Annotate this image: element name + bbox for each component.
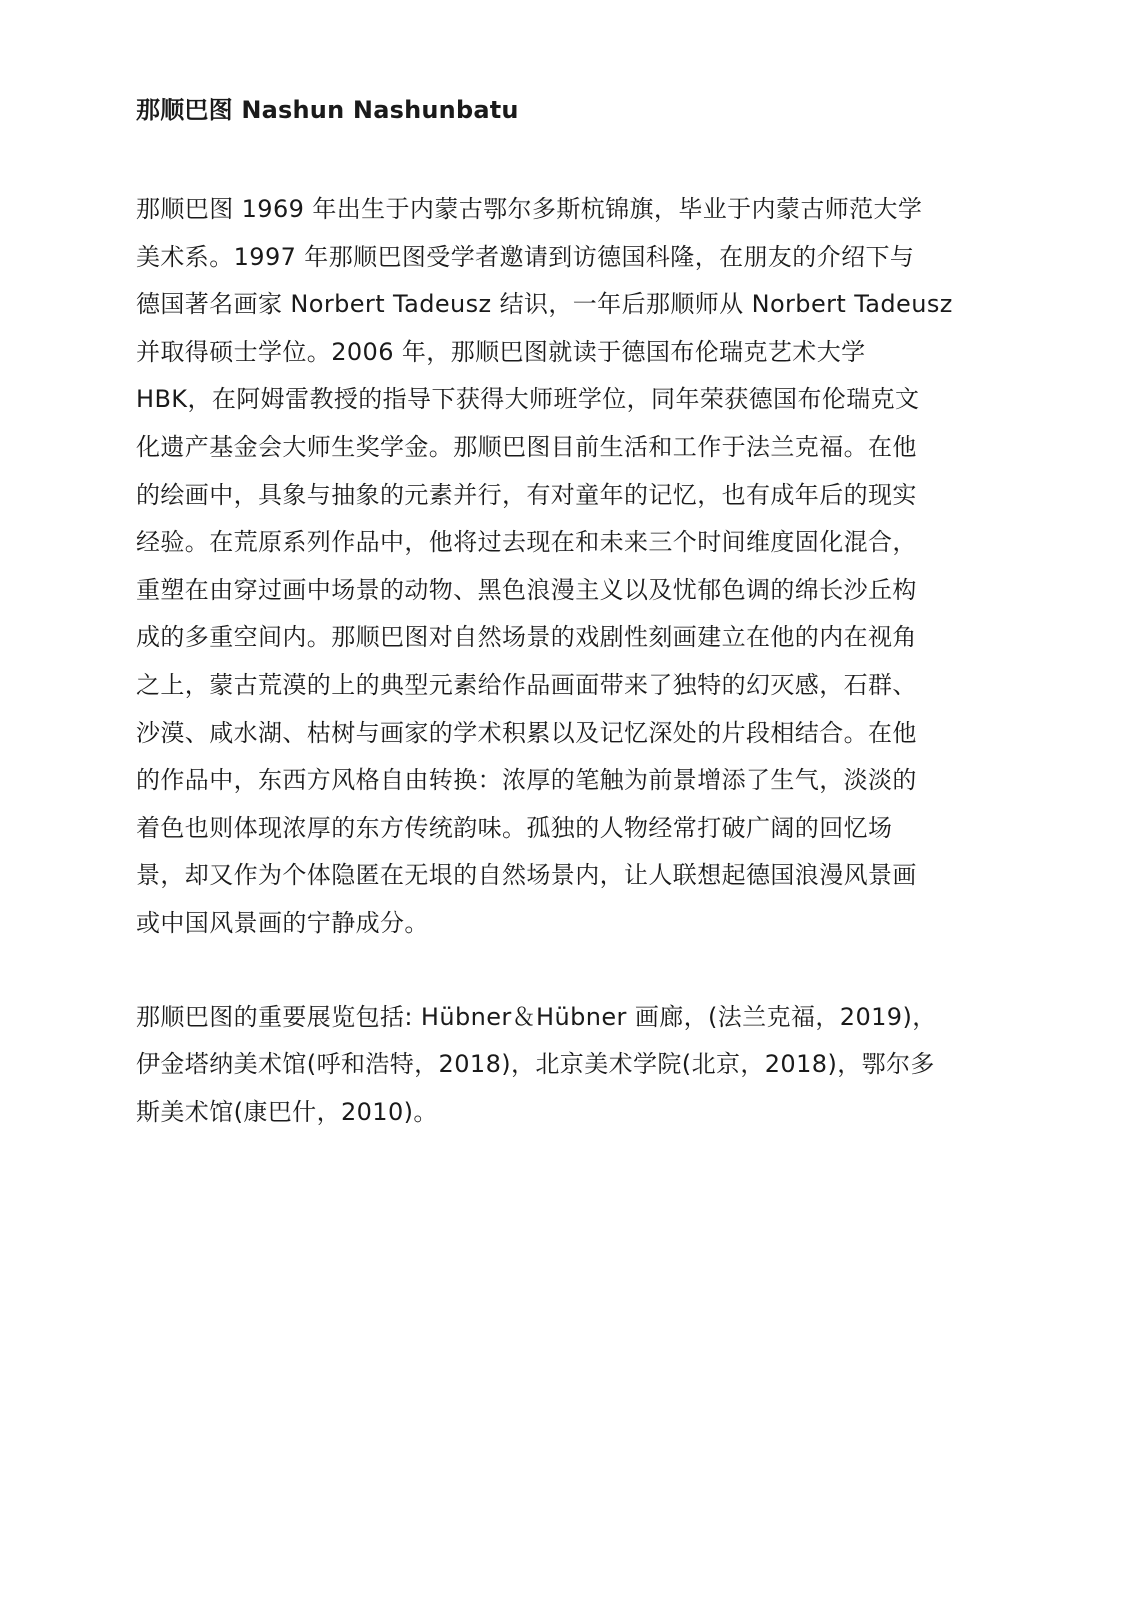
- exhibitions-paragraph: 那顺巴图的重要展览包括: Hübner＆Hübner 画廊，(法兰克福，2019)， 伊金塔纳美术馆(呼和浩特，2018)，北京美术学院(北京，2018)，鄂尔多 斯美术馆(康巴什，2010)。: [136, 1002, 937, 1126]
- document-page: [136, 92, 986, 1136]
- document-title: 那顺巴图 Nashun Nashunbatu: [136, 96, 519, 124]
- biography-paragraph: 那顺巴图 1969 年出生于内蒙古鄂尔多斯杭锦旗，毕业于内蒙古师范大学 美术系。1997 年那顺巴图受学者邀请到访德国科隆，在朋友的介绍下与 德国著名画家 Norbert Tadeusz 结识，一年后那顺师从 Norbert Tadeusz 并取得硕士学位。2006 年，那顺巴图就读于德国布伦瑞克艺术大学 HBK，在阿姆雷教授的指导下获得大师班学位，同年荣获德国布伦瑞克文 化遗产基金会大师生奖学金。那顺巴图目前生活和工作于法兰克福。在他 的绘画中，具象与抽象的元素并行，有对童年的记忆，也有成年后的现实 经验。在荒原系列作品中，他将过去现在和未来三个时间维度固化混合， 重塑在由穿过画中场景的动物、黑色浪漫主义以及忧郁色调的绵长沙丘构 成的多重空间内。那顺巴图对自然场景的戏剧性刻画建立在他的内在视角 之上，蒙古荒漠的上的典型元素给作品画面带来了独特的幻灭感，石群、 沙漠、咸水湖、枯树与画家的学术积累以及记忆深处的片段相结合。在他 的作品中，东西方风格自由转换：浓厚的笔触为前景增添了生气，淡淡的 着色也则体现浓厚的东方传统韵味。孤独的人物经常打破广阔的回忆场 景，却又作为个体隐匿在无垠的自然场景内，让人联想起德国浪漫风景画 或中国风景画的宁静成分。: [136, 195, 953, 937]
